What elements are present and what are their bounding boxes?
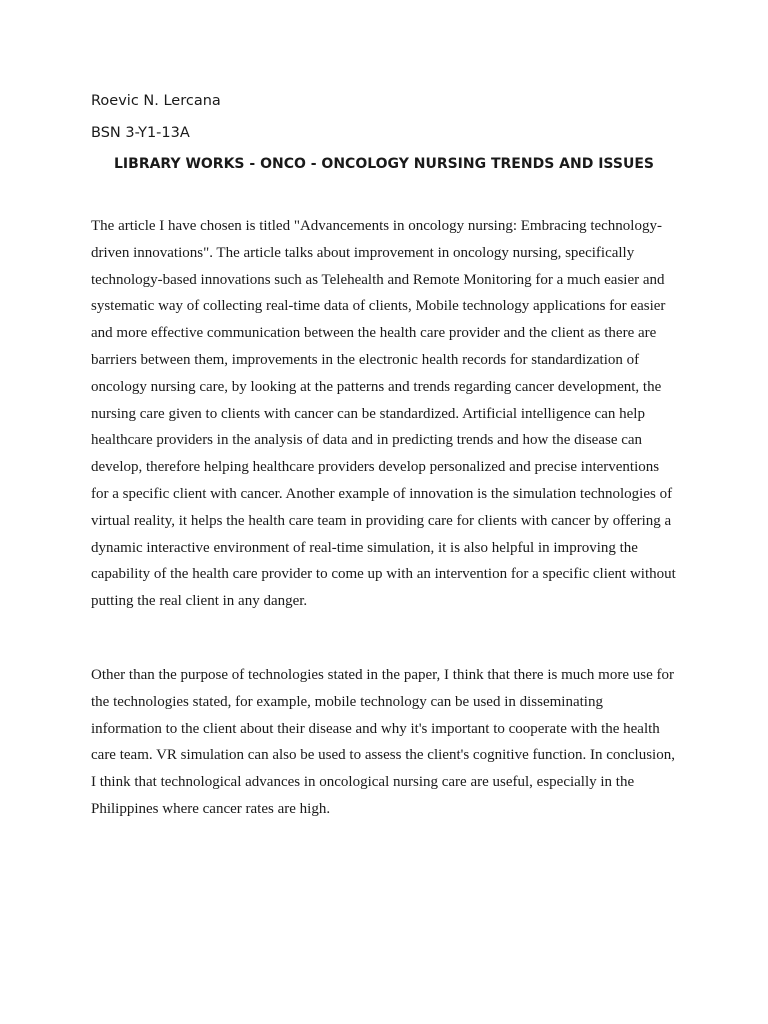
paragraph-line: I think that technological advances in oncological nursing care are useful, especially in the (91, 774, 635, 791)
paragraph-line: dynamic interactive environment of real-time simulation, it is also helpful in improving the (91, 539, 638, 556)
paragraph-line: capability of the health care provider to come up with an intervention for a specific client without (91, 566, 676, 583)
paragraph-line: systematic way of collecting real-time data of clients, Mobile technology applications for easier (91, 298, 666, 315)
paragraph-line: nursing care given to clients with cancer can be standardized. Artificial intelligence can help (91, 405, 645, 422)
document-title: LIBRARY WORKS - ONCO - ONCOLOGY NURSING TRENDS AND ISSUES (114, 156, 654, 172)
author-name: Roevic N. Lercana (91, 93, 221, 109)
student-section: BSN 3-Y1-13A (91, 125, 190, 141)
paragraph-line: care team. VR simulation can also be used to assess the client's cognitive function. In conclusion, (91, 747, 675, 764)
paragraph-line: develop, therefore helping healthcare providers develop personalized and precise interventions (91, 459, 660, 476)
paragraph-line: for a specific client with cancer. Another example of innovation is the simulation technologies of (91, 485, 673, 502)
paragraph-line: healthcare providers in the analysis of data and in predicting trends and how the disease can (91, 432, 643, 449)
paragraph-line: barriers between them, improvements in the electronic health records for standardization of (91, 351, 640, 368)
paragraph-line: Philippines where cancer rates are high. (91, 800, 331, 817)
paragraph-line: driven innovations". The article talks about improvement in oncology nursing, specifically (91, 244, 635, 261)
paragraph-line: virtual reality, it helps the health care team in providing care for clients with cancer by offering a (91, 512, 672, 529)
paragraph-line: Other than the purpose of technologies stated in the paper, I think that there is much more use for (91, 667, 674, 683)
paragraph-line: the technologies stated, for example, mobile technology can be used in disseminating (91, 693, 603, 710)
paragraph-line: technology-based innovations such as Telehealth and Remote Monitoring for a much easier and (91, 271, 665, 288)
body-paragraph-2 (91, 662, 677, 823)
paragraph-line: oncology nursing care, by looking at the patterns and trends regarding cancer development, the (91, 378, 662, 395)
paragraph-line: information to the client about their disease and why it's important to cooperate with the health (91, 720, 660, 737)
paragraph-line: The article I have chosen is titled "Advancements in oncology nursing: Embracing technology- (91, 218, 662, 234)
paragraph-line: putting the real client in any danger. (91, 593, 308, 610)
body-paragraph-1 (91, 213, 677, 615)
paragraph-line: and more effective communication between the health care provider and the client as there are (91, 325, 657, 342)
